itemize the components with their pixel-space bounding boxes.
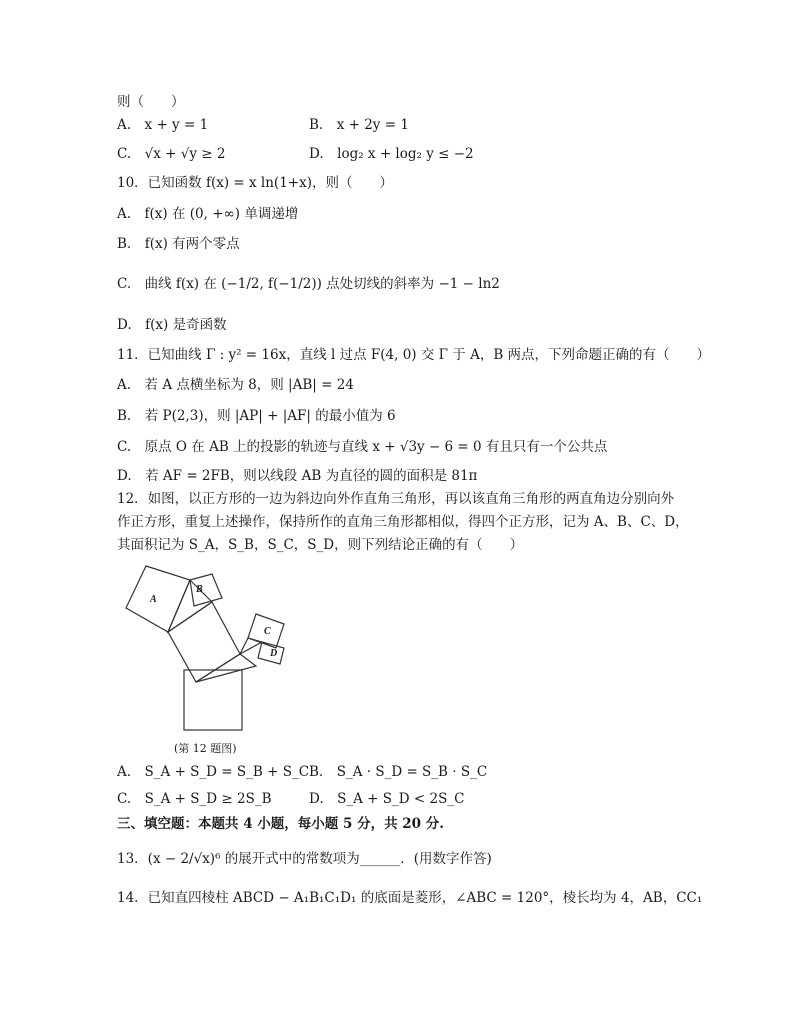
q12-option-b: B. S_A · S_D = S_B · S_C xyxy=(309,764,488,780)
bottom-square xyxy=(184,670,242,730)
q12-option-c: C. S_A + S_D ≥ 2S_B xyxy=(117,791,272,807)
q9-option-a: A. x + y = 1 xyxy=(117,117,209,133)
triangle-right xyxy=(196,654,256,682)
q12-stem-line-3: 其面积记为 S_A，S_B，S_C，S_D，则下列结论正确的有（ ） xyxy=(117,537,524,553)
square-b xyxy=(190,574,222,606)
label-c: C xyxy=(264,626,271,637)
q11-stem: 11．已知曲线 Γ : y² = 16x，直线 l 过点 F(4, 0) 交 Γ 于 A，B 两点，下列命题正确的有（ ） xyxy=(117,347,711,363)
square-a xyxy=(126,566,190,632)
q9-option-c: C. √x + √y ≥ 2 xyxy=(117,146,226,162)
q11-option-b: B. 若 P(2,3)，则 |AP| + |AF| 的最小值为 6 xyxy=(117,408,396,424)
q12-stem-line-2: 作正方形，重复上述操作，保持所作的直角三角形都相似，得四个正方形，记为 A、B、C、D， xyxy=(117,514,689,530)
pythagoras-tree-figure xyxy=(112,562,302,762)
q12-option-d: D. S_A + S_D < 2S_C xyxy=(309,791,465,807)
q9-option-d: D. log₂ x + log₂ y ≤ −2 xyxy=(309,146,474,162)
label-a: A xyxy=(150,594,157,605)
q12-stem-line-1: 12．如图，以正方形的一边为斜边向外作直角三角形，再以该直角三角形的两直角边分别向外 xyxy=(117,491,675,507)
q9-stem-end: 则（ ） xyxy=(117,94,185,110)
figure-caption: (第 12 题图) xyxy=(174,742,237,755)
q9-option-b: B. x + 2y = 1 xyxy=(309,117,409,133)
q11-option-d: D. 若 AF = 2FB，则以线段 AB 为直径的圆的面积是 81π xyxy=(117,468,478,484)
q12-option-a: A. S_A + S_D = S_B + S_C xyxy=(117,764,310,780)
q11-option-a: A. 若 A 点横坐标为 8，则 |AB| = 24 xyxy=(117,377,354,393)
triangle-cd xyxy=(240,638,262,654)
q14: 14．已知直四棱柱 ABCD − A₁B₁C₁D₁ 的底面是菱形，∠ABC = 120°，棱长均为 4，AB，CC₁ xyxy=(117,890,703,906)
label-d: D xyxy=(270,648,278,659)
q10-stem: 10．已知函数 f(x) = x ln(1+x)，则（ ） xyxy=(117,175,393,191)
q10-option-d: D. f(x) 是奇函数 xyxy=(117,317,227,333)
q10-option-c: C. 曲线 f(x) 在 (−1/2, f(−1/2)) 点处切线的斜率为 −1 − ln2 xyxy=(117,276,500,292)
q13: 13．(x − 2/√x)⁶ 的展开式中的常数项为______．(用数字作答) xyxy=(117,851,492,867)
label-b: B xyxy=(196,584,203,595)
q10-option-b: B. f(x) 有两个零点 xyxy=(117,236,240,252)
section-heading-fill-in: 三、填空题：本题共 4 小题，每小题 5 分，共 20 分. xyxy=(117,816,444,832)
q11-option-c: C. 原点 O 在 AB 上的投影的轨迹与直线 x + √3y − 6 = 0 有且只有一个公共点 xyxy=(117,439,608,455)
q10-option-a: A. f(x) 在 (0, +∞) 单调递增 xyxy=(117,206,299,222)
